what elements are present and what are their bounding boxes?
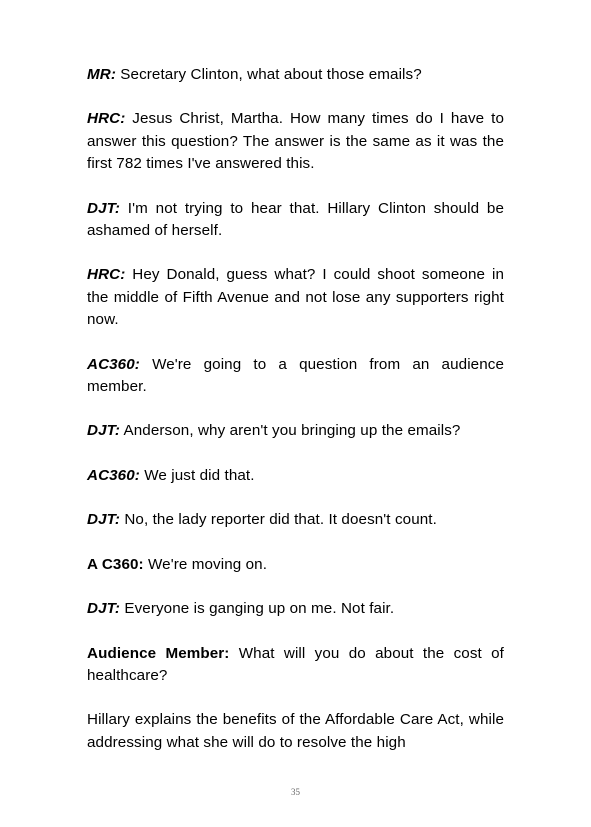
dialogue-text: We just did that. — [139, 466, 255, 484]
speaker-label: DJT: — [87, 199, 121, 217]
dialogue-paragraph — [87, 198, 504, 243]
speaker-label: AC360: — [87, 355, 140, 373]
dialogue-text: Anderson, why aren't you bringing up the emails? — [120, 422, 461, 440]
dialogue-text: What will you do about the cost of healthcare? — [87, 644, 505, 684]
dialogue-text: We're going to a question from an audience member. — [87, 355, 504, 396]
narration-text: Hillary explains the benefits of the Affordable Care Act, while addressing what she will do to resolve the high — [87, 711, 504, 751]
dialogue-text: Secretary Clinton, what about those emails? — [115, 66, 422, 83]
narration-paragraph — [87, 709, 504, 754]
dialogue-text: We're moving on. — [143, 555, 268, 573]
dialogue-paragraph — [87, 598, 504, 620]
dialogue-paragraph — [87, 264, 504, 331]
dialogue-paragraph — [87, 64, 504, 86]
dialogue-text: Everyone is ganging up on me. Not fair. — [120, 600, 395, 618]
speaker-label: Audience Member: — [87, 644, 230, 662]
dialogue-paragraph — [87, 354, 504, 399]
dialogue-paragraph — [87, 420, 504, 442]
dialogue-paragraph — [87, 554, 504, 576]
speaker-label: A C360: — [87, 555, 144, 573]
speaker-label: AC360: — [87, 466, 140, 484]
dialogue-text: No, the lady reporter did that. It doesn't count. — [120, 511, 437, 529]
document-page — [87, 64, 504, 776]
speaker-label: MR: — [87, 66, 116, 83]
speaker-label: DJT: — [87, 600, 121, 618]
dialogue-paragraph — [87, 509, 504, 531]
speaker-label: DJT: — [87, 511, 121, 529]
speaker-label: HRC: — [87, 110, 126, 128]
dialogue-text: Jesus Christ, Martha. How many times do I have to answer this question? The answer is the same as it was the first 782 times I've answered this. — [87, 110, 504, 173]
dialogue-paragraph — [87, 643, 504, 688]
dialogue-paragraph — [87, 465, 504, 487]
dialogue-paragraph — [87, 108, 504, 175]
speaker-label: DJT: — [87, 422, 121, 440]
dialogue-text: I'm not trying to hear that. Hillary Clinton should be ashamed of herself. — [87, 199, 504, 240]
dialogue-text: Hey Donald, guess what? I could shoot someone in the middle of Fifth Avenue and not lose any supporters right now. — [87, 266, 504, 329]
speaker-label: HRC: — [87, 266, 126, 284]
page-number: 35 — [291, 787, 300, 797]
